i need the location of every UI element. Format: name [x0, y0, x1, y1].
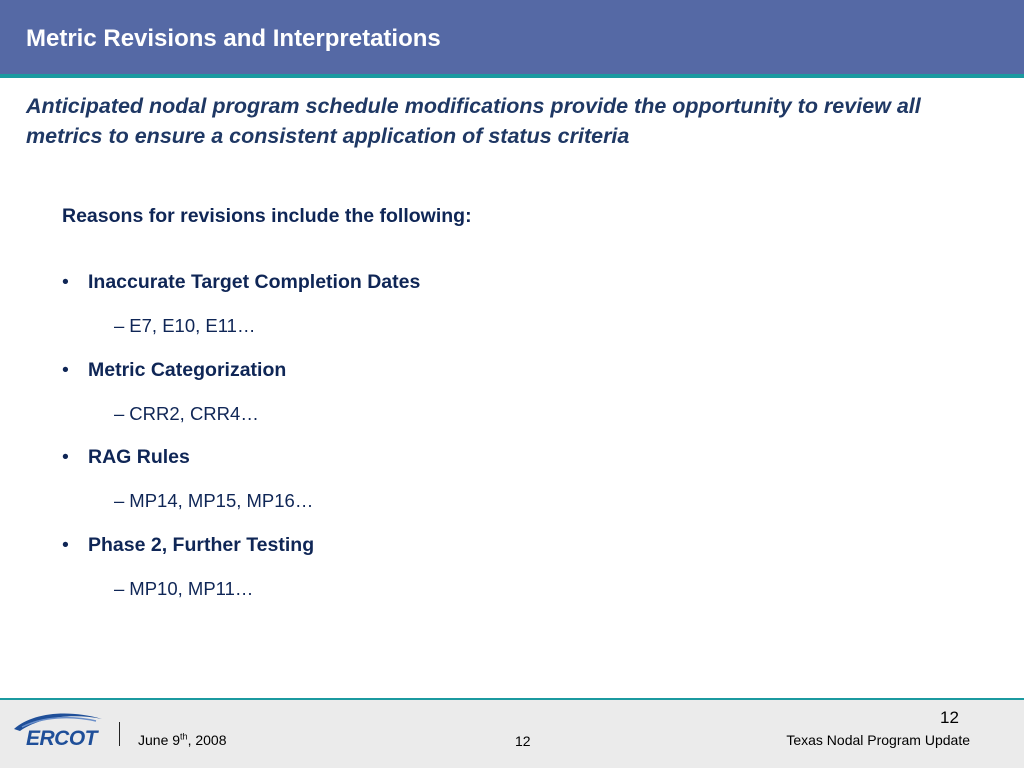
date-ordinal: th: [180, 731, 188, 742]
footer-page-number: 12: [515, 733, 531, 749]
date-rest: , 2008: [187, 732, 227, 748]
bullet-icon: •: [62, 271, 69, 293]
reason-label: Inaccurate Target Completion Dates: [88, 271, 421, 293]
reason-examples-line: [114, 400, 259, 428]
bullet-icon: •: [62, 446, 69, 468]
slide-number: 12: [940, 708, 959, 727]
reason-label: Phase 2, Further Testing: [88, 533, 315, 556]
logo-wordmark: ERCOT: [26, 727, 97, 750]
reason-bullet-line: [62, 531, 314, 559]
reason-bullet-line: [62, 356, 286, 384]
slide-title: Metric Revisions and Interpretations: [26, 25, 441, 52]
footer-date: [138, 731, 227, 749]
reason-examples: E7, E10, E11…: [129, 315, 256, 336]
reason-examples: MP10, MP11…: [129, 577, 254, 599]
reason-bullet-line: [62, 443, 190, 471]
reason-examples: MP14, MP15, MP16…: [129, 490, 314, 511]
reason-examples-line: [114, 575, 253, 603]
dash-icon: –: [114, 490, 125, 511]
reason-label: RAG Rules: [88, 446, 190, 468]
footer-accent-rule: [0, 698, 1024, 700]
dash-icon: –: [114, 577, 125, 599]
reason-examples-line: [114, 312, 255, 340]
footer-program-name: Texas Nodal Program Update: [786, 732, 970, 748]
dash-icon: –: [114, 315, 125, 336]
reason-examples-line: [114, 487, 313, 515]
intro-text: Reasons for revisions include the following:: [62, 205, 472, 227]
ercot-logo: [12, 707, 104, 753]
bullet-icon: •: [62, 358, 69, 381]
reason-label: Metric Categorization: [88, 358, 287, 381]
footer-divider: [119, 722, 120, 746]
reason-examples: CRR2, CRR4…: [129, 402, 259, 424]
date-prefix: June 9: [138, 732, 181, 748]
slide-subtitle: Anticipated nodal program schedule modifications provide the opportunity to review all metrics to ensure a consistent application of status criteria: [26, 94, 921, 148]
reason-bullet-line: [62, 268, 420, 296]
dash-icon: –: [114, 402, 125, 424]
header-accent-rule: [0, 74, 1024, 78]
bullet-icon: •: [62, 533, 69, 556]
